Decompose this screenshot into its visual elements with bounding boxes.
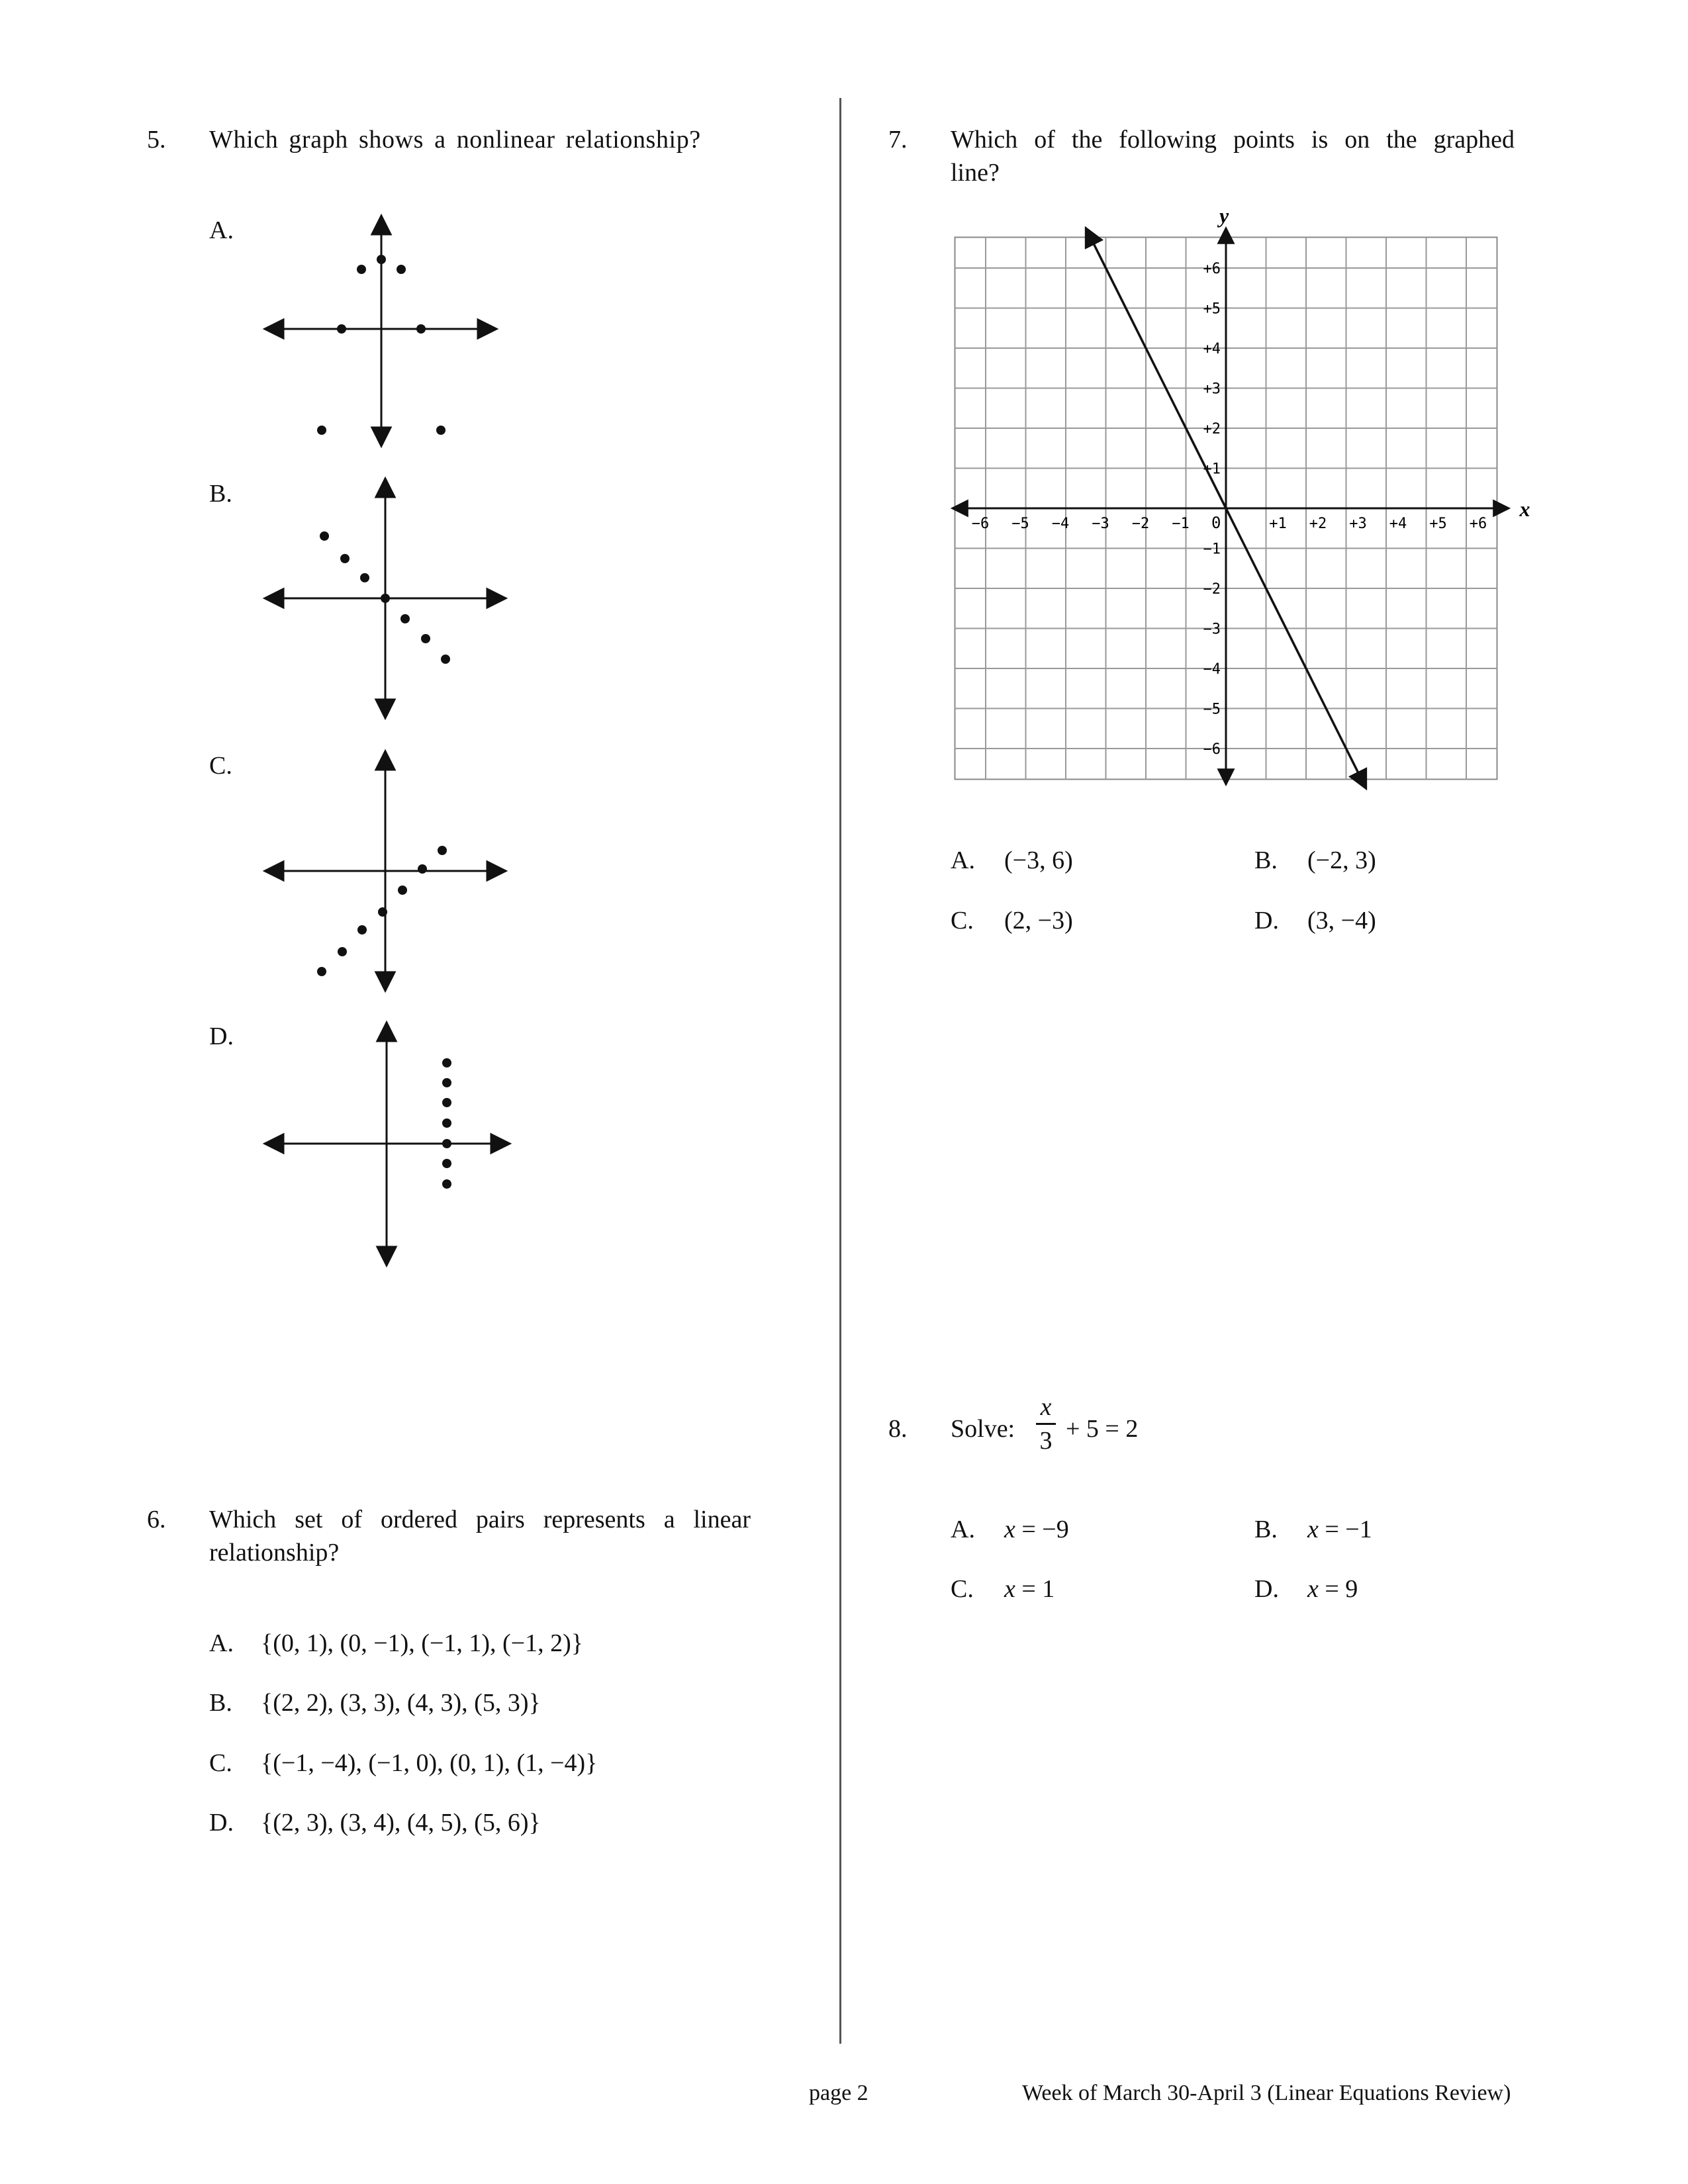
q8-option-a-text	[1004, 1513, 1069, 1546]
q8-option-d-value: = 9	[1318, 1575, 1358, 1603]
y-tick-label: +4	[1203, 341, 1221, 357]
q8-option-d-var: x	[1307, 1575, 1319, 1603]
q6-option-a-text: {(0, 1), (0, −1), (−1, 1), (−1, 2)}	[261, 1629, 584, 1657]
q6-option-a-label: A.	[209, 1629, 234, 1657]
y-tick-label: −1	[1203, 541, 1221, 558]
q8-option-c-value: = 1	[1015, 1575, 1055, 1603]
q7-option-d-text: (3, −4)	[1307, 907, 1376, 934]
q8-option-c-text	[1004, 1572, 1055, 1606]
q5-option-c-label: C.	[209, 752, 232, 780]
q8-option-b-var: x	[1307, 1516, 1319, 1543]
q8-option-a-var: x	[1004, 1516, 1015, 1543]
q6-option-b-text: {(2, 2), (3, 3), (4, 3), (5, 3)}	[261, 1689, 541, 1717]
y-tick-label: −2	[1203, 581, 1221, 598]
x-axis-label: x	[1519, 497, 1530, 521]
q8-fraction-numerator: x	[1040, 1393, 1052, 1421]
q7-option-a-label: A.	[951, 846, 975, 874]
q8-option-d-text	[1307, 1572, 1358, 1606]
q5-option-b-label: B.	[209, 480, 232, 508]
y-tick-label: +2	[1203, 421, 1221, 437]
q8-fraction	[1029, 1394, 1062, 1454]
y-tick-label: +6	[1203, 261, 1221, 277]
q6-number: 6.	[147, 1506, 166, 1533]
q7-number: 7.	[888, 126, 908, 154]
q6-option-c-label: C.	[209, 1749, 232, 1777]
origin-label: 0	[1211, 514, 1221, 532]
q5-number: 5.	[147, 126, 166, 154]
q5-option-d-label: D.	[209, 1023, 234, 1050]
q5-option-a-label: A.	[209, 216, 234, 244]
q7-question-line1: Which of the following points is on the graphed	[951, 126, 1515, 154]
q8-option-a-label: A.	[951, 1516, 975, 1543]
y-tick-label: −6	[1203, 741, 1221, 758]
x-tick-label: −4	[1051, 516, 1070, 532]
footer-week: Week of March 30-April 3 (Linear Equations Review)	[1022, 2081, 1511, 2105]
x-tick-label: +1	[1269, 516, 1287, 532]
y-axis-label: y	[1219, 203, 1229, 228]
q7-option-b-text: (−2, 3)	[1307, 846, 1376, 874]
q8-option-b-text	[1307, 1513, 1372, 1546]
q8-number: 8.	[888, 1415, 908, 1443]
q8-option-d-label: D.	[1254, 1575, 1279, 1603]
x-tick-label: −3	[1092, 516, 1109, 532]
x-tick-label: −2	[1131, 516, 1150, 532]
q7-option-b-label: B.	[1254, 846, 1278, 874]
q8-option-b-label: B.	[1254, 1516, 1278, 1543]
q7-option-c-text: (2, −3)	[1004, 907, 1073, 934]
q7-option-c-label: C.	[951, 907, 974, 934]
x-tick-label: +4	[1389, 516, 1407, 532]
y-tick-label: +1	[1203, 461, 1221, 478]
x-tick-label: −6	[971, 516, 990, 532]
q8-prompt: Solve:	[951, 1415, 1015, 1443]
q8-fraction-denominator: 3	[1039, 1427, 1053, 1455]
q6-question-line2: relationship?	[209, 1539, 340, 1567]
q8-equation-rest: + 5 = 2	[1066, 1415, 1139, 1443]
y-tick-label: +5	[1203, 300, 1221, 318]
q7-option-d-label: D.	[1254, 907, 1279, 934]
x-tick-label: −1	[1172, 516, 1190, 532]
q6-question-line1: Which set of ordered pairs represents a linear	[209, 1506, 751, 1533]
y-tick-label: −5	[1203, 701, 1221, 718]
x-tick-label: +5	[1429, 516, 1447, 532]
y-tick-label: +3	[1203, 381, 1221, 398]
q8-fraction-bar	[1036, 1423, 1056, 1425]
y-tick-label: −4	[1203, 661, 1221, 678]
q7-option-a-text: (−3, 6)	[1004, 846, 1073, 874]
x-tick-label: +6	[1469, 516, 1487, 532]
q7-question-line2: line?	[951, 159, 1000, 187]
x-tick-label: +3	[1349, 516, 1367, 532]
x-tick-label: −5	[1011, 516, 1029, 532]
q6-option-c-text: {(−1, −4), (−1, 0), (0, 1), (1, −4)}	[261, 1749, 598, 1777]
q8-option-c-var: x	[1004, 1575, 1015, 1603]
q8-option-b-value: = −1	[1318, 1516, 1372, 1543]
q6-option-b-label: B.	[209, 1689, 232, 1717]
q8-option-c-label: C.	[951, 1575, 974, 1603]
footer-page-number: page 2	[809, 2081, 868, 2105]
q5-question: Which graph shows a nonlinear relationship?	[209, 126, 701, 154]
x-tick-label: +2	[1309, 516, 1327, 532]
y-tick-label: −3	[1203, 621, 1221, 638]
q8-option-a-value: = −9	[1015, 1516, 1069, 1543]
q6-option-d-label: D.	[209, 1809, 234, 1837]
q6-option-d-text: {(2, 3), (3, 4), (4, 5), (5, 6)}	[261, 1809, 541, 1837]
